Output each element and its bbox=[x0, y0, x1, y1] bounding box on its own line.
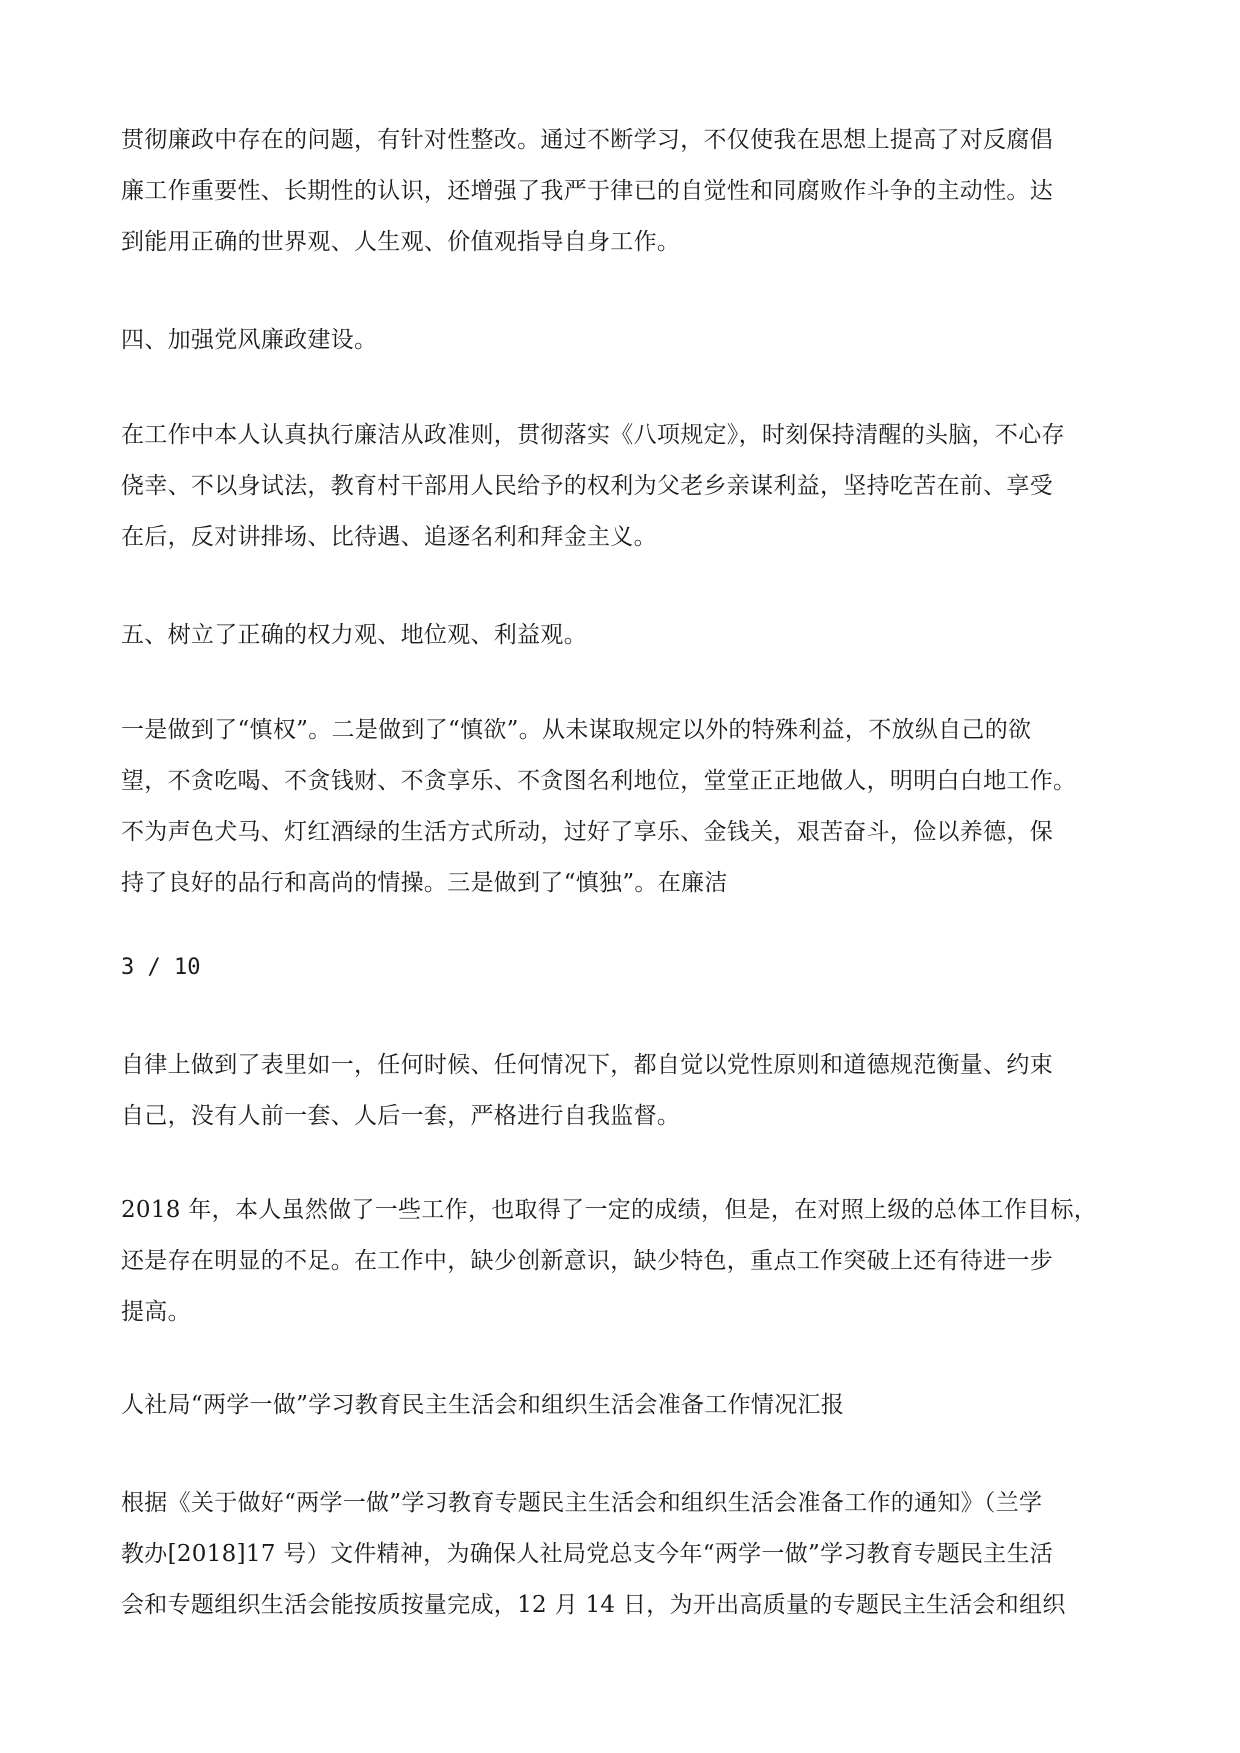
title-text: 人社局“两学一做”学习教育民主生活会和组织生活会准备工作情况汇报 bbox=[121, 1392, 845, 1418]
text-line: 持了良好的品行和高尚的情操。三是做到了“慎独”。在廉洁 bbox=[121, 870, 728, 896]
text-line: 廉工作重要性、长期性的认识，还增强了我严于律已的自觉性和同腐败作斗争的主动性。达 bbox=[121, 178, 1053, 204]
heading-text: 四、加强党风廉政建设。 bbox=[121, 327, 378, 353]
text-line: 望，不贪吃喝、不贪钱财、不贪享乐、不贪图名利地位，堂堂正正地做人，明明白白地工作。 bbox=[121, 768, 1077, 794]
section-heading-4 bbox=[121, 315, 1121, 366]
text-line: 一是做到了“慎权”。二是做到了“慎欲”。从未谋取规定以外的特殊利益，不放纵自己的欲 bbox=[121, 717, 1032, 743]
text-line: 贯彻廉政中存在的问题，有针对性整改。通过不断学习，不仅使我在思想上提高了对反腐倡 bbox=[121, 127, 1053, 153]
page-number: 3 / 10 bbox=[121, 955, 201, 980]
paragraph-anti-corruption-study bbox=[121, 115, 1121, 268]
paragraph-notice-reference bbox=[121, 1478, 1121, 1631]
paragraph-integrity-rules bbox=[121, 410, 1121, 563]
heading-text: 五、树立了正确的权力观、地位观、利益观。 bbox=[121, 622, 587, 648]
text-line: 教办[2018]17 号）文件精神，为确保人社局党总支今年“两学一做”学习教育专题民主生活 bbox=[121, 1541, 1054, 1567]
text-line: 在工作中本人认真执行廉洁从政准则，贯彻落实《八项规定》，时刻保持清醒的头脑，不心存 bbox=[121, 422, 1065, 448]
text-line: 侥幸、不以身试法，教育村干部用人民给予的权利为父老乡亲谋利益，坚持吃苦在前、享受 bbox=[121, 473, 1053, 499]
report-title bbox=[121, 1380, 1121, 1431]
text-line: 会和专题组织生活会能按质按量完成，12 月 14 日，为开出高质量的专题民主生活会和组织 bbox=[121, 1592, 1066, 1618]
paragraph-three-cautions bbox=[121, 705, 1121, 909]
text-line: 还是存在明显的不足。在工作中，缺少创新意识，缺少特色，重点工作突破上还有待进一步 bbox=[121, 1248, 1053, 1274]
section-heading-5 bbox=[121, 610, 1121, 661]
text-line: 自己，没有人前一套、人后一套，严格进行自我监督。 bbox=[121, 1103, 681, 1129]
text-line: 到能用正确的世界观、人生观、价值观指导自身工作。 bbox=[121, 229, 681, 255]
paragraph-self-discipline bbox=[121, 1040, 1121, 1142]
text-line: 根据《关于做好“两学一做”学习教育专题民主生活会和组织生活会准备工作的通知》（兰学 bbox=[121, 1490, 1043, 1516]
text-line: 在后，反对讲排场、比待遇、追逐名利和拜金主义。 bbox=[121, 524, 657, 550]
text-line: 不为声色犬马、灯红酒绿的生活方式所动，过好了享乐、金钱关，艰苦奋斗，俭以养德，保 bbox=[121, 819, 1053, 845]
text-line: 提高。 bbox=[121, 1299, 191, 1325]
text-line: 自律上做到了表里如一，任何时候、任何情况下，都自觉以党性原则和道德规范衡量、约束 bbox=[121, 1052, 1053, 1078]
text-line: 2018 年，本人虽然做了一些工作，也取得了一定的成绩，但是，在对照上级的总体工作目标， bbox=[121, 1197, 1098, 1223]
paragraph-shortcomings-2018 bbox=[121, 1185, 1121, 1338]
